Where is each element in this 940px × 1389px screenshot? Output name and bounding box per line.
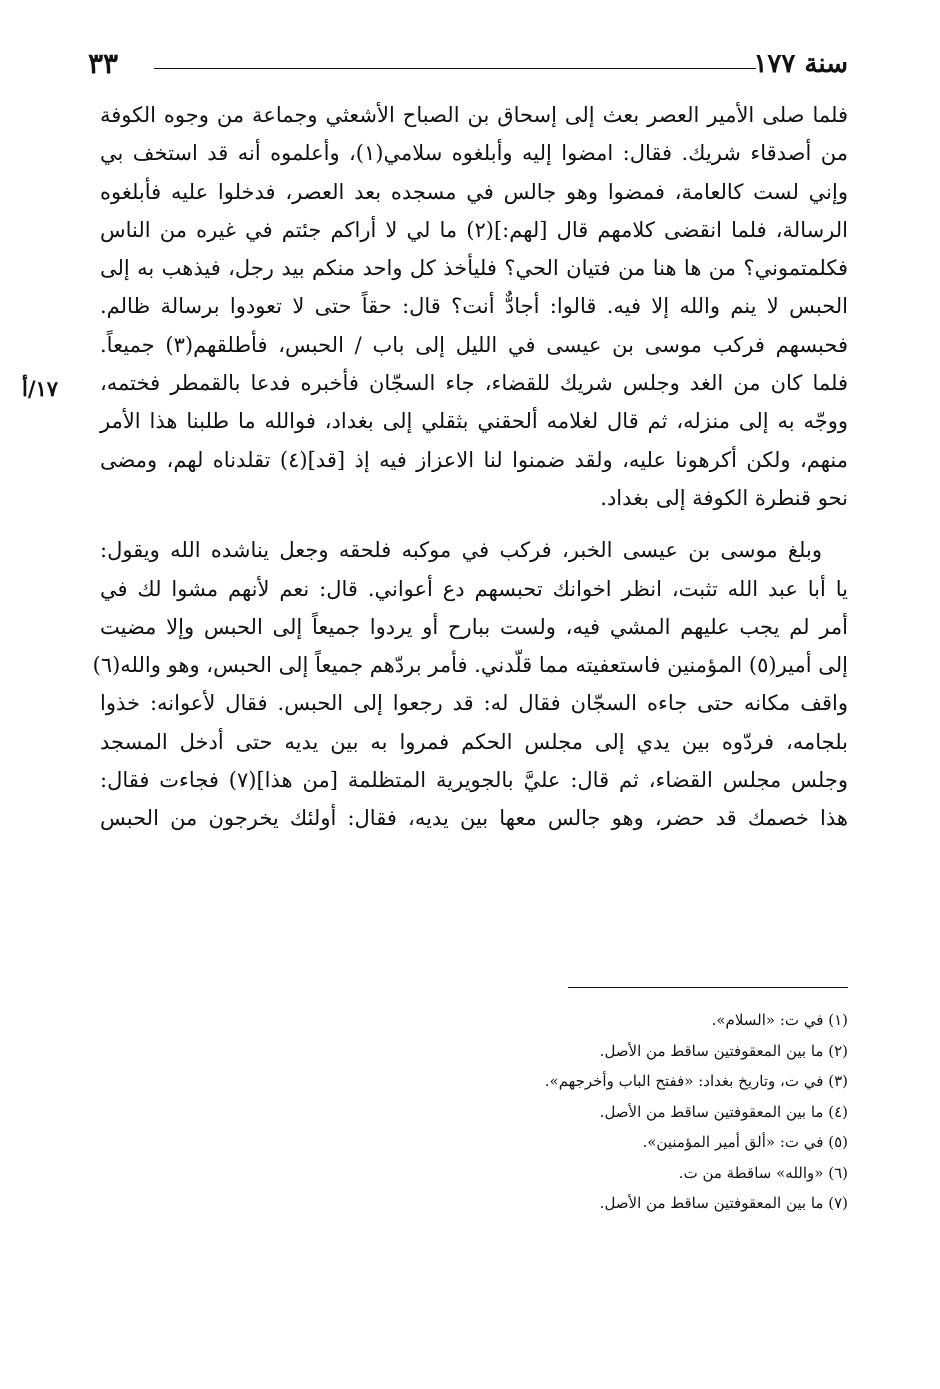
text-line: وإني لست كالعامة، فمضوا وهو جالس في مسجده بعد العصر، فدخلوا عليه فأبلغوه <box>100 179 848 204</box>
manuscript-folio-marker: ١٧/أ <box>22 376 59 401</box>
footnote: (٧) ما بين المعقوفتين ساقط من الأصل. <box>599 1194 848 1212</box>
text-line: الرسالة، فلما انقضى كلامهم قال [لهم:](٢) ما لي لا أراكم جئتم في غيره من الناس <box>100 217 849 242</box>
text-line: فلما كان من الغد وجلس شريك للقضاء، جاء السجّان فأخبره فدعا بالقمطر فختمه، <box>100 371 848 396</box>
text-line: أمر لم يجب عليهم المشي فيه، ولست ببارح أو يردوا جميعاً إلى الحبس وإلا مضيت <box>100 614 848 639</box>
text-line: ووجّه به إلى منزله، ثم قال لغلامه ألحقني بثقلي إلى بغداد، فوالله ما طلبنا هذا الأمر <box>100 409 848 434</box>
running-header <box>88 44 848 84</box>
text-line: واقف مكانه حتى جاءه السجّان فقال له: قد رجعوا إلى الحبس. فقال لأعوانه: خذوا <box>100 691 848 716</box>
text-line: وبلغ موسى بن عيسى الخبر، فركب في موكبه فلحقه وجعل يناشده الله ويقول: <box>100 538 822 563</box>
text-line: هذا خصمك قد حضر، وهو جالس معها بين يديه، فقال: أولئك يخرجون من الحبس <box>100 806 848 831</box>
page-number: ٣٣ <box>88 47 119 80</box>
text-line: بلجامه، فردّوه بين يدي إلى مجلس الحكم فمروا به بين يديه حتى أدخل المسجد <box>100 729 848 754</box>
footnote-separator <box>568 987 848 988</box>
footnote: (٣) في ت، وتاريخ بغداد: «ففتح الباب وأخرجهم». <box>544 1072 848 1090</box>
text-line: وجلس مجلس القضاء، ثم قال: عليَّ بالجويرية المتظلمة [من هذا](٧) فجاءت فقال: <box>100 768 849 793</box>
footnotes <box>248 1005 848 1219</box>
text-line: فحبسهم فركب موسى بن عيسى في الليل إلى باب / الحبس، فأطلقهم(٣) جميعاً. <box>100 332 848 357</box>
paragraph-gap <box>100 517 848 531</box>
text-line: فلما صلى الأمير العصر بعث إلى إسحاق بن الصباح الأشعثي وجماعة من وجوه الكوفة <box>100 103 848 127</box>
text-line: فكلمتموني؟ من ها هنا من فتيان الحي؟ فليأخذ كل واحد منكم بيد رجل، فيذهب به إلى <box>100 256 848 281</box>
footnote: (١) في ت: «السلام». <box>711 1011 848 1029</box>
text-line: يا أبا عبد الله تثبت، انظر اخوانك تحبسهم دع أعواني. قال: نعم لأنهم مشوا لك في <box>100 576 848 601</box>
footnote: (٥) في ت: «ألق أمير المؤمنين». <box>642 1133 848 1151</box>
footnote: (٢) ما بين المعقوفتين ساقط من الأصل. <box>599 1041 848 1060</box>
main-text <box>92 96 849 838</box>
footnote: (٤) ما بين المعقوفتين ساقط من الأصل. <box>599 1102 848 1121</box>
text-line: إلى أمير(٥) المؤمنين فاستعفيته مما قلّدني. فأمر بردّهم جميعاً إلى الحبس، وهو والله(٦) <box>92 653 848 678</box>
text-line: الحبس لا ينم والله إلا فيه. قالوا: أجادٌّ أنت؟ قال: حقاً حتى لا تعودوا برسالة ظالم. <box>100 294 848 319</box>
text-line: نحو قنطرة الكوفة إلى بغداد. <box>600 485 848 510</box>
text-line: من أصدقاء شريك. فقال: امضوا إليه وأبلغوه سلامي(١)، وأعلموه أنه قد استخف بي <box>100 141 848 166</box>
footnote: (٦) «والله» ساقطة من ت. <box>678 1163 848 1182</box>
text-line: منهم، ولكن أكرهونا عليه، ولقد ضمنوا لنا الاعزاز فيه إذ [قد](٤) تقلدناه لهم، ومضى <box>100 447 849 472</box>
header-rule <box>154 68 756 69</box>
header-year-label: سنة ١٧٧ <box>753 49 848 79</box>
